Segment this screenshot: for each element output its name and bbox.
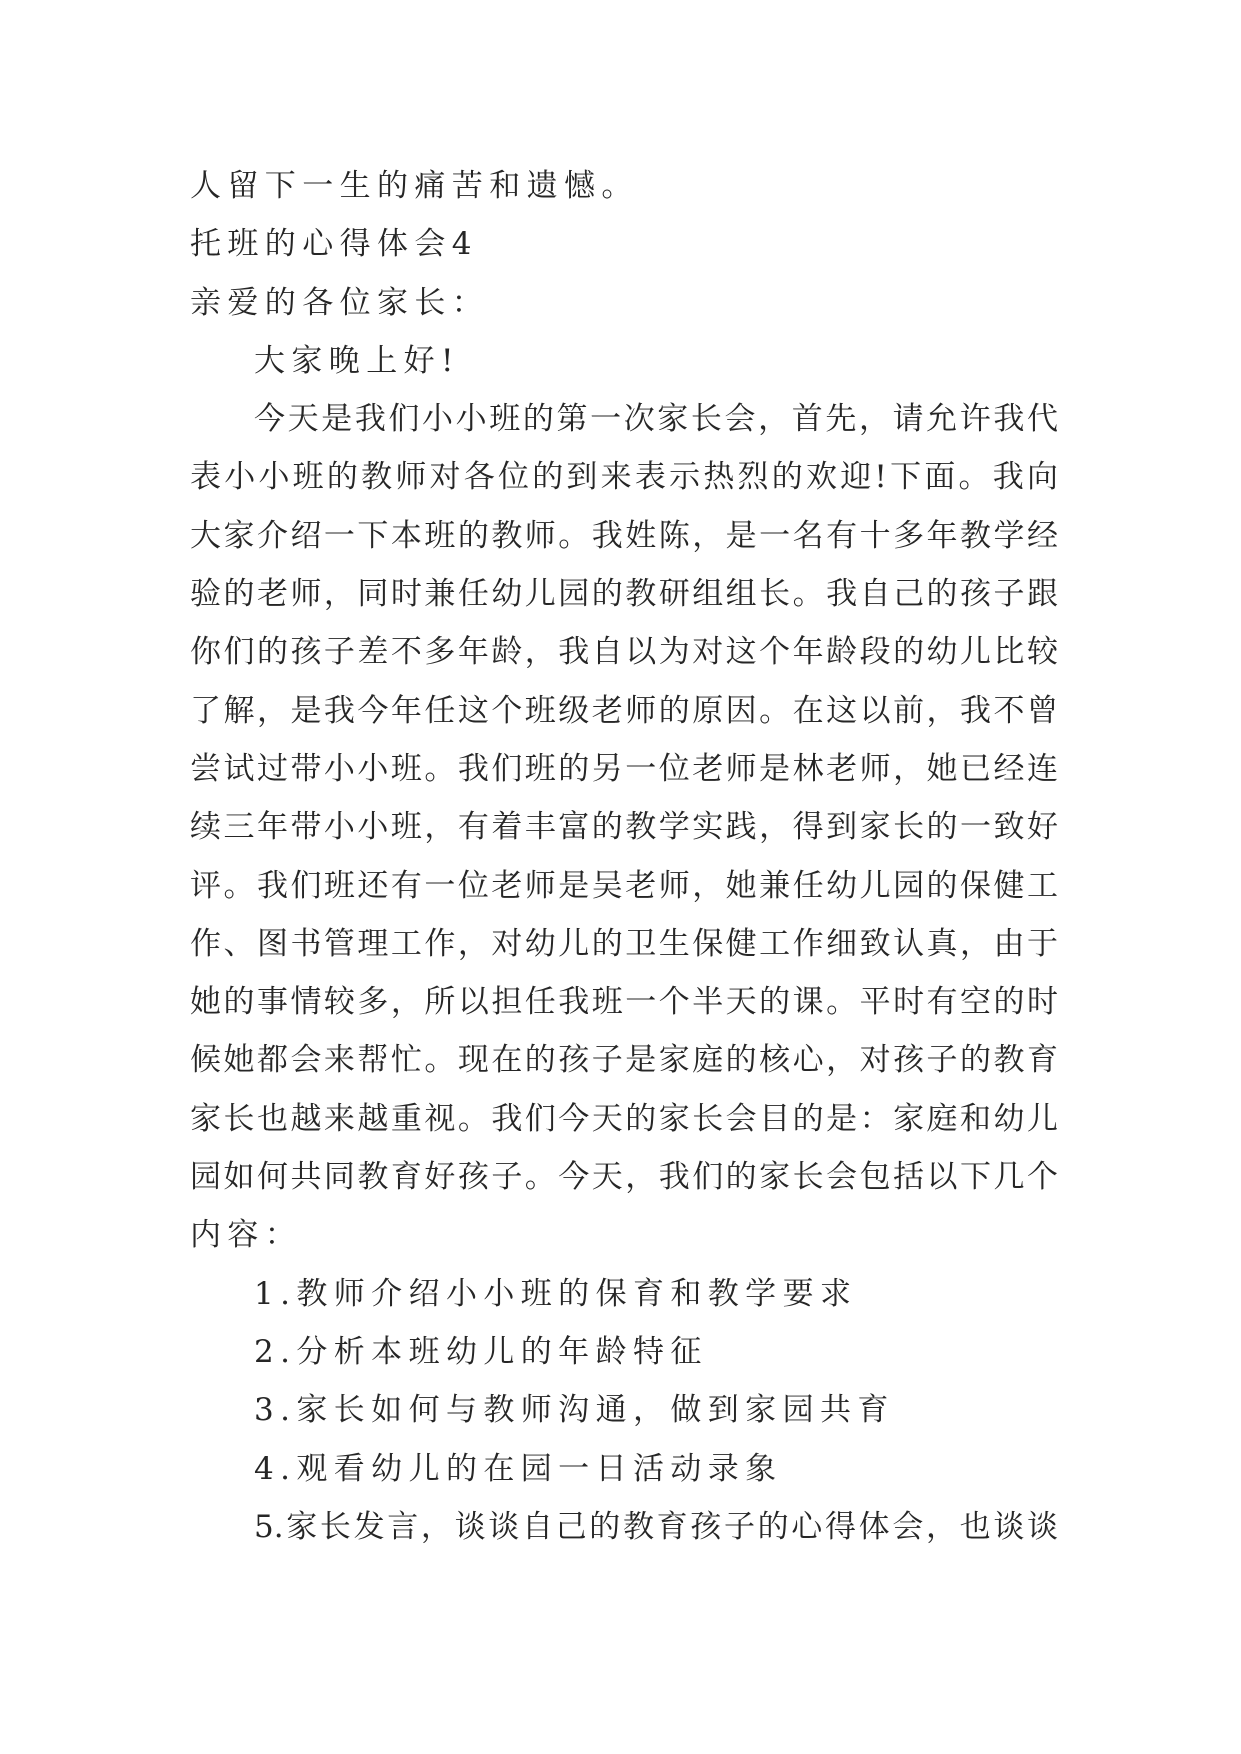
text-line: 尝试过带小小班。我们班的另一位老师是林老师，她已经连 <box>190 750 1058 787</box>
list-item: 4.观看幼儿的在园一日活动录象 <box>254 1450 783 1487</box>
text-line: 园如何共同教育好孩子。今天，我们的家长会包括以下几个 <box>190 1159 1058 1196</box>
document-body <box>190 157 1058 1556</box>
section-heading: 托班的心得体会4 <box>190 226 478 263</box>
text-line: 人留下一生的痛苦和遗憾。 <box>190 168 639 204</box>
text-line: 了解，是我今年任这个班级老师的原因。在这以前，我不曾 <box>190 692 1058 729</box>
text-line: 表小小班的教师对各位的到来表示热烈的欢迎!下面。我向 <box>190 459 1058 496</box>
salutation: 亲爱的各位家长： <box>190 284 490 321</box>
greeting: 大家晚上好! <box>254 342 460 379</box>
text-line: 验的老师，同时兼任幼儿园的教研组组长。我自己的孩子跟 <box>190 576 1058 613</box>
text-line: 内容： <box>190 1217 303 1254</box>
text-line: 你们的孩子差不多年龄，我自以为对这个年龄段的幼儿比较 <box>190 634 1058 671</box>
text-line: 候她都会来帮忙。现在的孩子是家庭的核心，对孩子的教育 <box>190 1042 1058 1079</box>
text-line: 大家介绍一下本班的教师。我姓陈，是一名有十多年教学经 <box>190 517 1058 554</box>
list-item: 3.家长如何与教师沟通，做到家园共育 <box>254 1392 895 1429</box>
text-line: 她的事情较多，所以担任我班一个半天的课。平时有空的时 <box>190 984 1058 1021</box>
text-line: 作、图书管理工作，对幼儿的卫生保健工作细致认真，由于 <box>190 925 1058 962</box>
text-line: 评。我们班还有一位老师是吴老师，她兼任幼儿园的保健工 <box>190 867 1058 904</box>
list-item: 2.分析本班幼儿的年龄特征 <box>254 1333 708 1370</box>
text-line: 家长也越来越重视。我们今天的家长会目的是：家庭和幼儿 <box>190 1100 1058 1137</box>
text-line: 续三年带小小班，有着丰富的教学实践，得到家长的一致好 <box>190 809 1058 846</box>
list-item: 5.家长发言，谈谈自己的教育孩子的心得体会，也谈谈 <box>254 1508 1058 1545</box>
text-line: 今天是我们小小班的第一次家长会，首先，请允许我代 <box>254 401 1058 438</box>
list-item: 1.教师介绍小小班的保育和教学要求 <box>254 1275 858 1312</box>
